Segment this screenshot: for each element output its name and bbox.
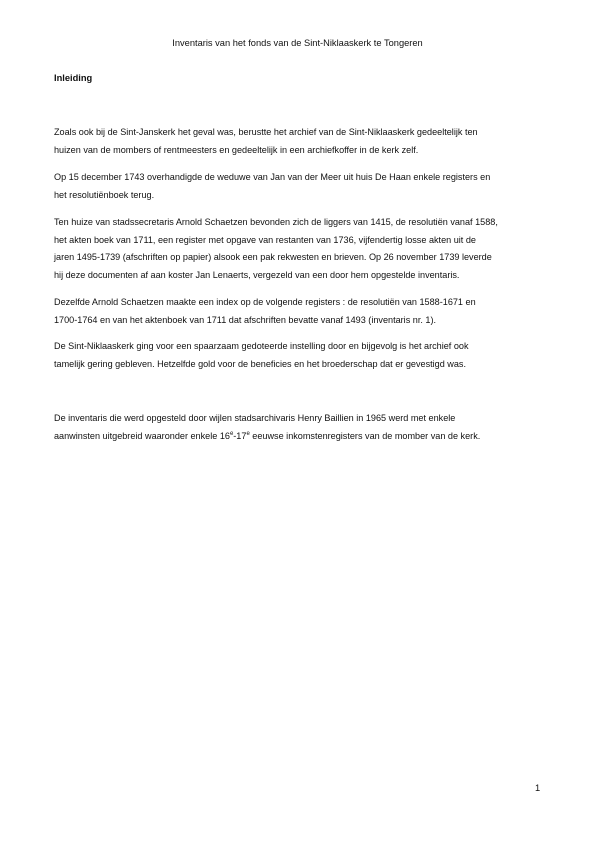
paragraph-baillien-inventory [54,410,554,445]
paragraph-line: Dezelfde Arnold Schaetzen maakte een index op de volgende registers : de resolutiën van 1588-1671 en [54,297,476,307]
text-segment: aanwinsten uitgebreid waaronder enkele 16 [54,430,230,441]
paragraph-archive-location [54,124,554,159]
paragraph-schaetzen-index [54,294,554,329]
paragraph-line [54,428,554,446]
paragraph-line: jaren 1495-1739 (afschriften op papier) alsook een pak rekwesten en brieven. Op 26 november 1739 leverde [54,252,492,262]
text-segment: -17 [233,430,247,441]
paragraph-line: 1700-1764 en van het aktenboek van 1711 dat afschriften bevatte vanaf 1493 (inventaris nr. 1). [54,314,437,325]
paragraph-line: De inventaris die werd opgesteld door wijlen stadsarchivaris Henry Baillien in 1965 werd met enkele [54,413,456,423]
paragraph-modest-archive [54,338,554,373]
paragraph-line: Ten huize van stadssecretaris Arnold Schaetzen bevonden zich de liggers van 1415, de resolutiën vanaf 1588, [54,217,498,227]
paragraph-line: het resolutiënboek terug. [54,189,155,200]
document-header: Inventaris van het fonds van de Sint-Niklaaskerk te Tongeren [172,38,423,48]
text-segment: eeuwse inkomstenregisters van de momber van de kerk. [249,430,481,441]
section-heading: Inleiding [54,73,93,83]
superscript: e [246,430,250,437]
paragraph-line: Zoals ook bij de Sint-Janskerk het geval was, berustte het archief van de Sint-Niklaaskerk gedeeltelijk ten [54,127,478,137]
paragraph-line: tamelijk gering gebleven. Hetzelfde gold voor de beneficies en het broederschap dat er gevestigd was. [54,358,466,369]
paragraph-line: huizen van de mombers of rentmeesters en gedeeltelijk in een archiefkoffer in de kerk zelf. [54,144,419,155]
paragraph-schaetzen-documents [54,214,554,284]
paragraph-1743-return [54,169,554,204]
paragraph-line: De Sint-Niklaaskerk ging voor een spaarzaam gedoteerde instelling door en bijgevolg is het archief ook [54,341,469,351]
paragraph-line: hij deze documenten af aan koster Jan Lenaerts, vergezeld van een door hem opgestelde inventaris. [54,269,460,280]
superscript: e [229,430,234,437]
paragraph-line: Op 15 december 1743 overhandigde de weduwe van Jan van der Meer uit huis De Haan enkele registers en [54,172,491,182]
page-number: 1 [535,783,541,793]
paragraph-line: het akten boek van 1711, een register met opgave van restanten van 1736, vijfendertig losse akten uit de [54,234,476,245]
